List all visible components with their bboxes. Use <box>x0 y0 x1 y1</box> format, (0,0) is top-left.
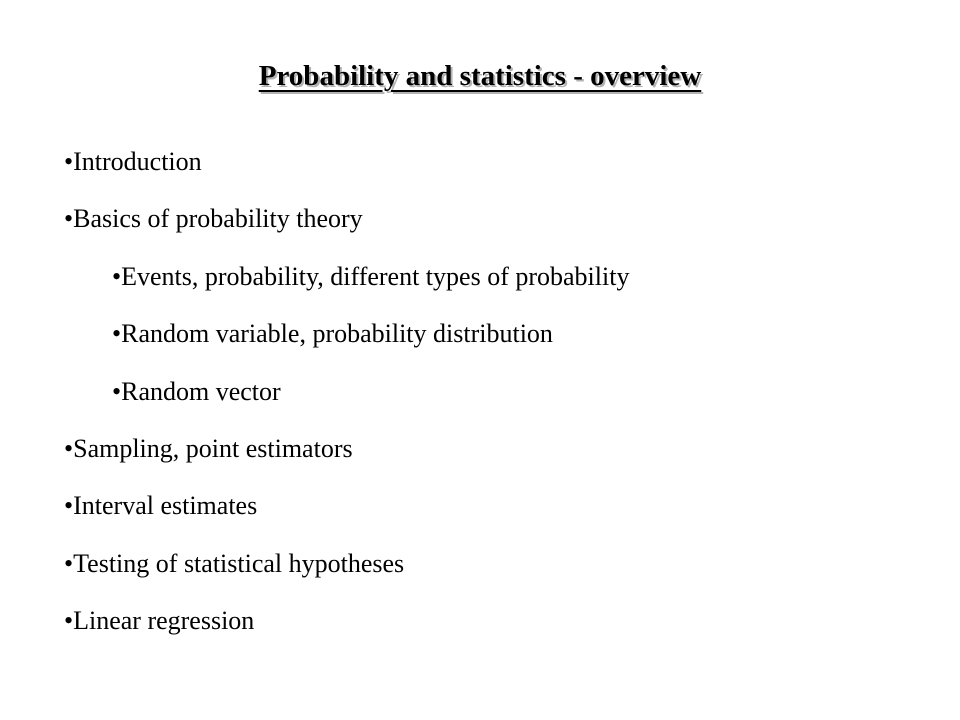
sub-bullet-item-events: • Events, probability, different types of probability <box>64 257 629 314</box>
slide-title-text: Probability and statistics - overview <box>258 60 702 92</box>
bullet-item-interval-estimates: • Interval estimates <box>64 486 629 543</box>
bullet-item-basics-probability: • Basics of probability theory <box>64 199 629 256</box>
sub-bullet-item-random-variable: • Random variable, probability distribution <box>64 314 629 371</box>
bullet-item-sampling: • Sampling, point estimators <box>64 429 629 486</box>
sub-bullet-item-random-vector: • Random vector <box>64 372 629 429</box>
slide-title <box>0 56 960 96</box>
bullet-item-introduction: • Introduction <box>64 142 629 199</box>
bullet-item-hypothesis-testing: • Testing of statistical hypotheses <box>64 544 629 601</box>
bullet-item-linear-regression: • Linear regression <box>64 601 629 658</box>
bullet-list <box>64 142 629 659</box>
